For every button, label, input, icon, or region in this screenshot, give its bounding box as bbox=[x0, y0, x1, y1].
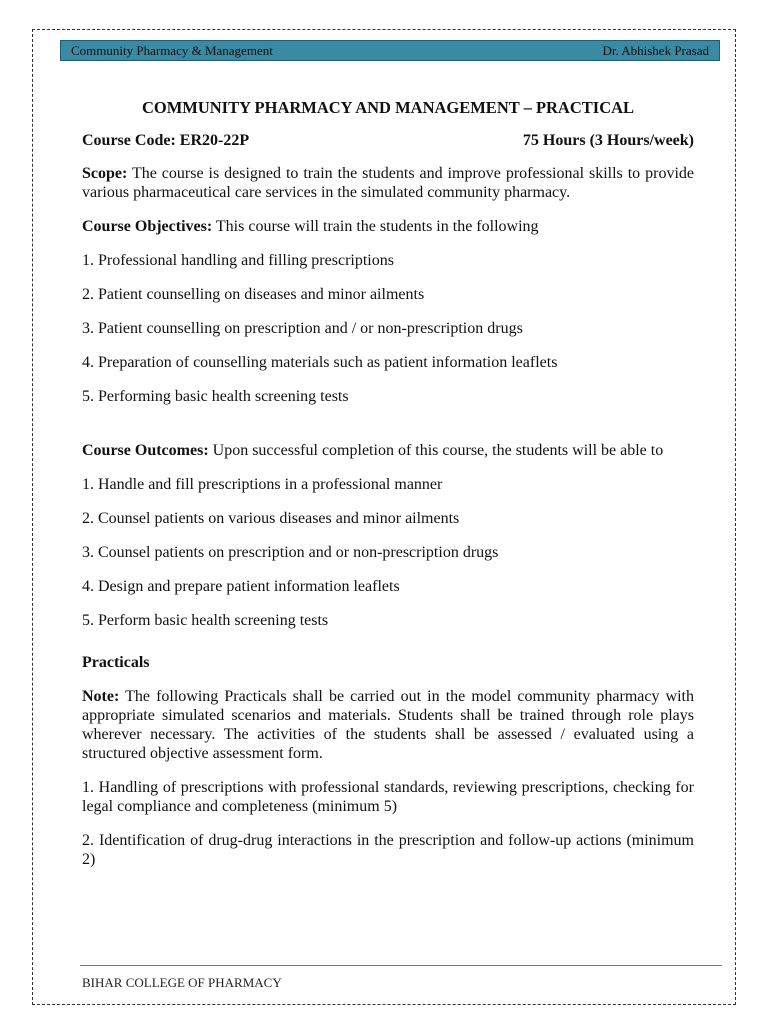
outcomes-text: Upon successful completion of this course, the students will be able to bbox=[208, 442, 664, 459]
note-label: Note: bbox=[82, 688, 120, 705]
outcome-item: 5. Perform basic health screening tests bbox=[82, 612, 329, 629]
header-band bbox=[60, 40, 720, 61]
objective-item: 2. Patient counselling on diseases and minor ailments bbox=[82, 286, 425, 303]
objective-item: 5. Performing basic health screening tests bbox=[82, 388, 349, 405]
outcome-item: 1. Handle and fill prescriptions in a professional manner bbox=[82, 476, 443, 493]
header-author: Dr. Abhishek Prasad bbox=[602, 42, 709, 58]
outcome-item: 4. Design and prepare patient information leaflets bbox=[82, 578, 400, 595]
outcomes-label: Course Outcomes: bbox=[82, 442, 209, 459]
note-paragraph bbox=[82, 687, 694, 763]
scope-text: The course is designed to train the students and improve professional skills to provide various pharmaceutical care services in the simulated community pharmacy. bbox=[82, 165, 694, 201]
footer-college-name: BIHAR COLLEGE OF PHARMACY bbox=[82, 975, 282, 990]
outcome-item: 3. Counsel patients on prescription and or non-prescription drugs bbox=[82, 544, 499, 561]
objective-item: 1. Professional handling and filling prescriptions bbox=[82, 252, 394, 269]
objectives-label: Course Objectives: bbox=[82, 218, 213, 235]
note-text: The following Practicals shall be carried out in the model community pharmacy with appropriate simulated scenarios and materials. Students shall be trained through role plays wherever necessary. The activities of the students shall be assessed / evaluated using a structured objective assessment form. bbox=[82, 688, 694, 762]
course-code-row bbox=[82, 131, 694, 150]
scope-paragraph bbox=[82, 164, 694, 202]
footer-rule bbox=[80, 965, 722, 966]
objectives-text: This course will train the students in the following bbox=[212, 218, 539, 235]
outcome-item: 2. Counsel patients on various diseases and minor ailments bbox=[82, 510, 460, 527]
scope-label: Scope: bbox=[82, 165, 128, 182]
outcomes-paragraph bbox=[82, 441, 694, 460]
practical-item: 2. Identification of drug-drug interactions in the prescription and follow-up actions (minimum 2) bbox=[82, 832, 694, 868]
objective-item: 4. Preparation of counselling materials such as patient information leaflets bbox=[82, 354, 558, 371]
course-code: Course Code: ER20-22P bbox=[82, 132, 250, 149]
course-hours: 75 Hours (3 Hours/week) bbox=[522, 132, 694, 149]
page-title: COMMUNITY PHARMACY AND MANAGEMENT – PRACTICAL bbox=[141, 98, 635, 117]
objective-item: 3. Patient counselling on prescription and / or non-prescription drugs bbox=[82, 320, 523, 337]
objectives-paragraph bbox=[82, 217, 694, 236]
header-course-name: Community Pharmacy & Management bbox=[71, 42, 273, 58]
practicals-heading: Practicals bbox=[82, 654, 150, 671]
document-body bbox=[82, 98, 694, 884]
practical-item: 1. Handling of prescriptions with professional standards, reviewing prescriptions, checking for legal compliance and completeness (minimum 5) bbox=[82, 779, 694, 815]
